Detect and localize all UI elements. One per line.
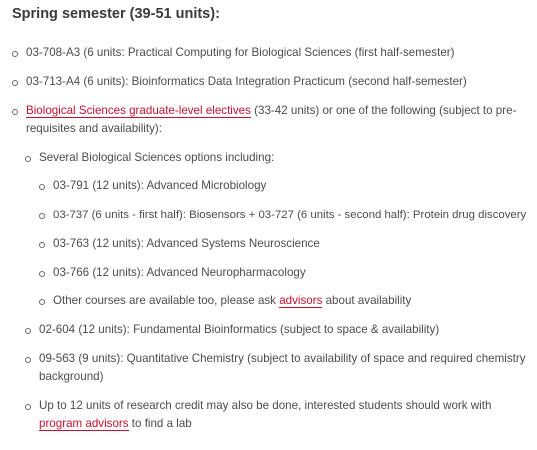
list-item-text: 03-763 (12 units): Advanced Systems Neuroscience [53, 237, 320, 250]
list-item-text: 03-708-A3 (6 units: Practical Computing for Biological Sciences (first half-semester) [26, 46, 455, 59]
list-item-09-563 [39, 350, 526, 386]
list-item-bio-options [39, 149, 274, 167]
list-item-03-737 [53, 206, 526, 224]
list-item-03-763 [53, 235, 320, 253]
list-item-02-604 [39, 321, 439, 339]
list-bullet [12, 109, 18, 115]
electives-link[interactable]: Biological Sciences graduate-level electives [26, 104, 251, 117]
advisors-link[interactable]: advisors [279, 294, 323, 307]
list-item-text: Up to 12 units of research credit may also be done, interested students should work with [39, 399, 492, 412]
list-item-text: 03-737 (6 units - first half): Biosensors + 03-727 (6 units - second half): Protein drug discovery [53, 209, 527, 221]
list-item-03-766 [53, 264, 306, 282]
list-item-03-791 [53, 177, 266, 195]
list-item-text: 03-791 (12 units): Advanced Microbiology [53, 179, 267, 192]
list-item-other-courses: Other courses are available too, please ask advisors about availability [53, 294, 412, 307]
list-bullet [39, 184, 45, 190]
electives-text-line2: requisites and availability): [26, 122, 162, 135]
list-bullet [25, 404, 31, 410]
list-item-03-713 [26, 73, 467, 91]
list-item-electives [26, 102, 516, 138]
list-item-text: 03-766 (12 units): Advanced Neuropharmacology [53, 266, 306, 279]
list-item-text: 09-563 (9 units): Quantitative Chemistry (subject to availability of space and required chemistry [39, 352, 526, 365]
list-item-03-708 [26, 44, 455, 62]
list-item-research-credit: Up to 12 units of research credit may also be done, interested students should work with program advisors to find a lab [39, 399, 492, 430]
list-bullet [39, 271, 45, 277]
list-bullet [25, 156, 31, 162]
list-bullet [12, 80, 18, 86]
program-advisors-link[interactable]: program advisors [39, 417, 129, 430]
list-item-text: 03-713-A4 (6 units): Bioinformatics Data Integration Practicum (second half-semester) [26, 75, 467, 88]
list-item-text: 02-604 (12 units): Fundamental Bioinformatics (subject to space & availability) [39, 323, 440, 336]
list-bullet [39, 242, 45, 248]
list-item-text: Several Biological Sciences options including: [39, 151, 275, 164]
list-bullet [25, 328, 31, 334]
list-bullet [12, 51, 18, 57]
list-bullet [39, 213, 45, 219]
list-item-text-line2: background) [39, 370, 104, 383]
section-heading: Spring semester (39-51 units): [12, 6, 220, 22]
list-bullet [39, 299, 45, 305]
electives-text: (33-42 units) or one of the following (subject to pre- [250, 104, 517, 117]
list-bullet [25, 357, 31, 363]
